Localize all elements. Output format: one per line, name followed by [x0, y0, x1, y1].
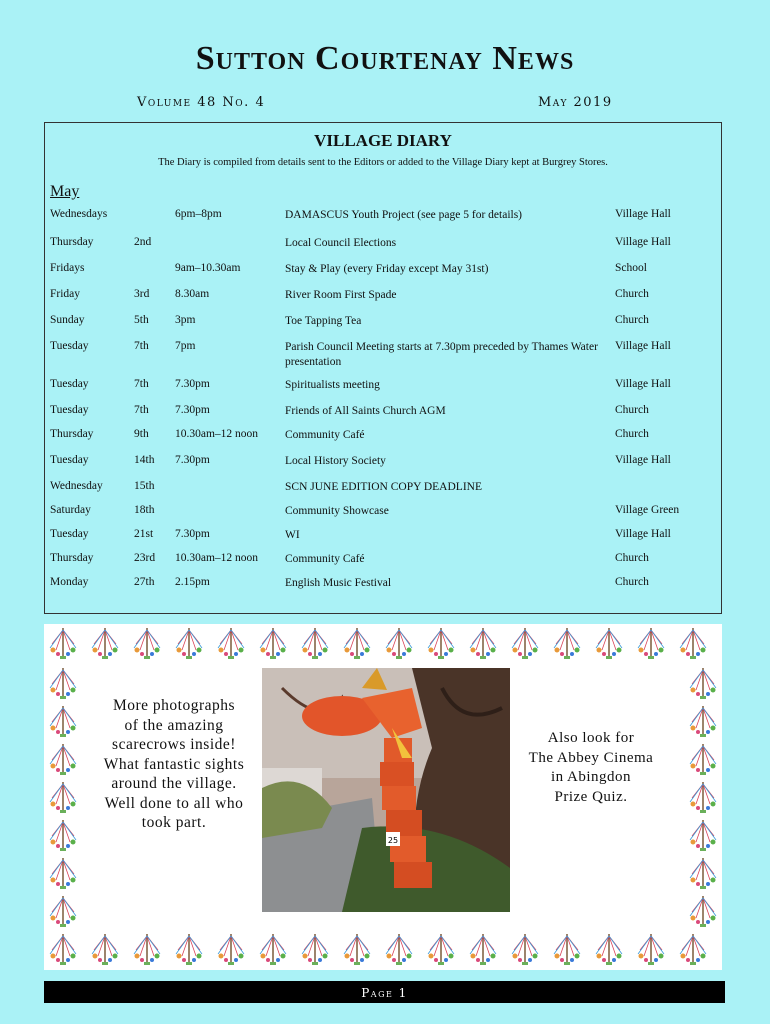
diary-day: Friday	[50, 288, 81, 300]
maypole-icon	[550, 626, 584, 660]
village-diary	[44, 122, 722, 614]
volume-number: Volume 48 No. 4	[137, 95, 266, 110]
diary-date: 7th	[134, 340, 149, 352]
diary-time: 7.30pm	[175, 454, 210, 466]
maypole-icon	[634, 932, 668, 966]
diary-date: 14th	[134, 454, 155, 466]
diary-event: WI	[285, 529, 300, 541]
maypole-icon	[340, 626, 374, 660]
page-number: Page 1	[44, 981, 725, 1003]
diary-venue: Village Hall	[615, 340, 671, 352]
diary-title: VILLAGE DIARY	[314, 131, 452, 150]
caption-line: More photographs	[112, 697, 236, 714]
maypole-icon	[88, 626, 122, 660]
diary-day: Sunday	[50, 314, 85, 326]
diary-venue: Village Hall	[615, 378, 671, 390]
diary-venue: School	[615, 262, 647, 274]
diary-time: 9am–10.30am	[175, 262, 241, 274]
caption-line: around the village.	[111, 775, 237, 792]
maypole-icon	[382, 626, 416, 660]
diary-venue: Village Hall	[615, 454, 671, 466]
maypole-icon	[298, 932, 332, 966]
diary-time: 7pm	[175, 340, 196, 352]
diary-venue: Village Hall	[615, 208, 671, 220]
caption-line: of the amazing	[124, 716, 224, 734]
maypole-icon	[298, 626, 332, 660]
diary-date: 5th	[134, 314, 149, 326]
maypole-icon	[88, 932, 122, 966]
maypole-icon	[424, 626, 458, 660]
caption-line: What fantastic sights	[103, 755, 245, 773]
diary-date: 7th	[134, 378, 149, 390]
maypole-icon	[46, 626, 80, 660]
maypole-icon	[130, 932, 164, 966]
diary-day: Tuesday	[50, 340, 89, 352]
maypole-icon	[46, 894, 80, 928]
diary-event: SCN JUNE EDITION COPY DEADLINE	[285, 481, 482, 493]
maypole-icon	[46, 666, 80, 700]
maypole-icon	[172, 932, 206, 966]
quiz-notice	[514, 729, 668, 807]
caption-line: Prize Quiz.	[554, 788, 628, 805]
diary-day: Wednesdays	[50, 208, 108, 220]
diary-time: 10.30am–12 noon	[175, 552, 259, 564]
maypole-icon	[172, 626, 206, 660]
diary-date: 9th	[134, 428, 149, 440]
diary-venue: Church	[615, 314, 649, 326]
diary-intro: The Diary is compiled from details sent to the Editors or added to the Village Diary kept at Burgrey Stores.	[158, 157, 608, 168]
diary-event: Local History Society	[285, 455, 386, 467]
diary-event: Local Council Elections	[285, 237, 397, 249]
diary-day: Wednesday	[50, 480, 103, 492]
diary-day: Monday	[50, 576, 89, 588]
diary-time: 2.15pm	[175, 576, 210, 588]
maypole-icon	[508, 932, 542, 966]
diary-venue: Village Green	[615, 504, 680, 516]
masthead-title: Sutton Courtenay News	[195, 40, 575, 77]
caption-line: Also look for	[547, 730, 635, 746]
diary-date: 27th	[134, 576, 155, 588]
maypole-icon	[382, 932, 416, 966]
maypole-icon	[592, 626, 626, 660]
maypole-icon	[634, 626, 668, 660]
diary-date: 2nd	[134, 236, 152, 248]
diary-day: Tuesday	[50, 528, 89, 540]
maypole-icon	[592, 932, 626, 966]
maypole-icon	[340, 932, 374, 966]
diary-month: May	[50, 183, 80, 200]
caption-line: scarecrows inside!	[112, 736, 236, 753]
maypole-icon	[46, 704, 80, 738]
maypole-icon	[686, 856, 720, 890]
maypole-icon	[256, 932, 290, 966]
diary-event: DAMASCUS Youth Project (see page 5 for details)	[285, 209, 523, 221]
diary-date: 21st	[134, 528, 154, 540]
caption-line: Well done to all who	[104, 794, 244, 812]
diary-day: Tuesday	[50, 404, 89, 416]
caption-line: took part.	[141, 814, 207, 831]
feature-panel	[44, 624, 722, 970]
maypole-icon	[130, 626, 164, 660]
maypole-icon	[686, 780, 720, 814]
diary-venue: Church	[615, 552, 649, 564]
diary-venue: Church	[615, 576, 649, 588]
diary-time: 8.30am	[175, 288, 210, 300]
diary-venue: Church	[615, 428, 649, 440]
diary-date: 7th	[134, 404, 149, 416]
diary-date: 15th	[134, 480, 155, 492]
maypole-icon	[46, 742, 80, 776]
diary-venue: Village Hall	[615, 236, 671, 248]
maypole-icon	[46, 780, 80, 814]
maypole-icon	[686, 894, 720, 928]
diary-event: Community Café	[285, 553, 365, 565]
diary-time: 10.30am–12 noon	[175, 428, 259, 440]
diary-event: Parish Council Meeting starts at 7.30pm preceded by Thames Water presentation	[285, 341, 598, 368]
maypole-icon	[256, 626, 290, 660]
maypole-icon	[676, 932, 710, 966]
diary-day: Fridays	[50, 262, 85, 274]
photo-caption	[94, 696, 254, 833]
diary-date: 3rd	[134, 288, 150, 300]
maypole-icon	[466, 626, 500, 660]
maypole-icon	[686, 704, 720, 738]
diary-venue: Village Hall	[615, 528, 671, 540]
diary-day: Tuesday	[50, 378, 89, 390]
diary-day: Thursday	[50, 428, 94, 440]
diary-venue: Church	[615, 404, 649, 416]
diary-time: 3pm	[175, 314, 196, 326]
diary-event: Spiritualists meeting	[285, 379, 380, 391]
maypole-icon	[46, 932, 80, 966]
maypole-icon	[46, 856, 80, 890]
diary-date: 23rd	[134, 552, 156, 564]
maypole-icon	[508, 626, 542, 660]
maypole-icon	[550, 932, 584, 966]
maypole-icon	[686, 742, 720, 776]
diary-venue: Church	[615, 288, 649, 300]
diary-event: English Music Festival	[285, 577, 392, 589]
diary-time: 7.30pm	[175, 378, 210, 390]
diary-time: 6pm–8pm	[175, 208, 222, 220]
caption-line: in Abingdon	[550, 769, 632, 785]
diary-event: Stay & Play (every Friday except May 31st)	[285, 263, 489, 275]
diary-day: Thursday	[50, 552, 94, 564]
caption-line: The Abbey Cinema	[528, 749, 654, 766]
scarecrow-photo	[262, 668, 510, 912]
maypole-icon	[214, 626, 248, 660]
diary-day: Saturday	[50, 504, 91, 516]
maypole-icon	[686, 818, 720, 852]
issue-date: May 2019	[538, 95, 613, 110]
diary-day: Tuesday	[50, 454, 89, 466]
diary-time: 7.30pm	[175, 528, 210, 540]
maypole-icon	[214, 932, 248, 966]
diary-event: Friends of All Saints Church AGM	[285, 405, 446, 417]
maypole-icon	[686, 666, 720, 700]
diary-time: 7.30pm	[175, 404, 210, 416]
maypole-icon	[424, 932, 458, 966]
maypole-icon	[46, 818, 80, 852]
diary-day: Thursday	[50, 236, 94, 248]
diary-event: Community Showcase	[285, 505, 389, 517]
maypole-icon	[466, 932, 500, 966]
diary-event: River Room First Spade	[285, 289, 397, 301]
diary-event: Toe Tapping Tea	[285, 315, 362, 327]
maypole-icon	[676, 626, 710, 660]
scarecrow-number-tag: 25	[387, 836, 399, 845]
diary-date: 18th	[134, 504, 155, 516]
diary-event: Community Café	[285, 429, 365, 441]
